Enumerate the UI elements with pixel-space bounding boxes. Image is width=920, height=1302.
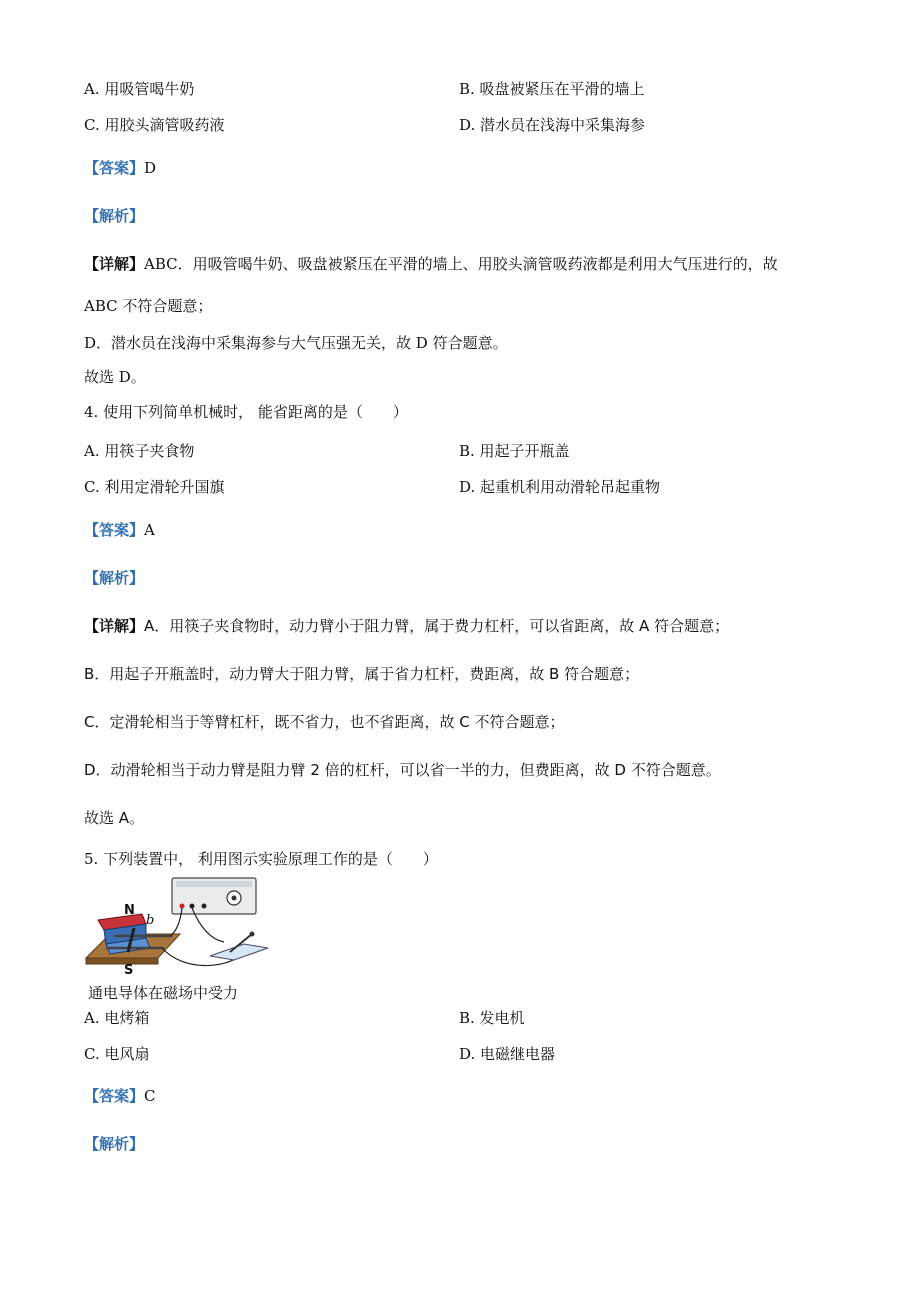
terminal-icon — [202, 904, 207, 909]
q4-conclusion: 故选 A。 — [84, 809, 145, 827]
answer-value: D — [144, 159, 157, 177]
q5-analysis-tag — [84, 1133, 144, 1155]
q4-option-a: A. 用筷子夹食物 — [84, 442, 195, 460]
q5-option-b: B. 发电机 — [459, 1009, 525, 1027]
label-n: N — [124, 903, 135, 918]
q5-answer-line — [84, 1085, 156, 1107]
label-b: b — [146, 913, 155, 928]
q3-detail-line-3: D．潜水员在浅海中采集海参与大气压强无关，故 D 符合题意。 — [84, 334, 508, 352]
q4-option-d: D. 起重机利用动滑轮吊起重物 — [459, 478, 661, 496]
answer-tag: 【答案】 — [84, 1087, 145, 1105]
detail-tag: 【详解】 — [84, 255, 145, 273]
answer-tag: 【答案】 — [84, 521, 145, 539]
q4-option-c: C. 利用定滑轮升国旗 — [84, 478, 225, 496]
q3-option-b: B. 吸盘被紧压在平滑的墙上 — [459, 80, 645, 98]
q4-question: 4. 使用下列简单机械时， 能省距离的是（ ） — [84, 403, 408, 421]
answer-value: C — [144, 1087, 156, 1105]
q4-option-b: B. 用起子开瓶盖 — [459, 442, 570, 460]
q5-option-a: A. 电烤箱 — [84, 1009, 150, 1027]
q5-option-c: C. 电风扇 — [84, 1045, 150, 1063]
q4-detail-line-3: C．定滑轮相当于等臂杠杆，既不省力，也不省距离，故 C 不符合题意； — [84, 713, 565, 731]
q4-answer-line — [84, 519, 155, 541]
analysis-tag: 【解析】 — [84, 207, 145, 225]
q3-conclusion: 故选 D。 — [84, 368, 146, 386]
switch-handle-icon — [250, 932, 255, 937]
terminal-negative-icon — [190, 904, 195, 909]
q3-option-d: D. 潜水员在浅海中采集海参 — [459, 116, 646, 134]
q5-question: 5. 下列装置中， 利用图示实验原理工作的是（ ） — [84, 850, 438, 868]
q3-option-a: A. 用吸管喝牛奶 — [84, 80, 195, 98]
switch-base — [210, 944, 268, 960]
wooden-base-side — [86, 958, 158, 964]
q3-detail-line-2: ABC 不符合题意； — [84, 297, 213, 315]
detail-text: ABC．用吸管喝牛奶、吸盘被紧压在平滑的墙上、用胶头滴管吸药液都是利用大气压进行的，故 — [144, 255, 778, 273]
analysis-tag: 【解析】 — [84, 569, 145, 587]
terminal-positive-icon — [180, 904, 185, 909]
knob-center — [232, 896, 237, 901]
detail-text: A．用筷子夹食物时，动力臂小于阻力臂，属于费力杠杆，可以省距离，故 A 符合题意； — [144, 617, 730, 635]
figure-caption: 通电导体在磁场中受力 — [88, 984, 239, 1002]
power-supply-label-strip — [176, 881, 252, 887]
detail-tag: 【详解】 — [84, 617, 145, 635]
q3-analysis-tag — [84, 205, 144, 227]
experiment-figure — [84, 876, 284, 984]
analysis-tag: 【解析】 — [84, 1135, 145, 1153]
q3-answer-line — [84, 157, 156, 179]
label-s: S — [124, 963, 134, 978]
q4-detail-line-2: B．用起子开瓶盖时，动力臂大于阻力臂，属于省力杠杆，费距离，故 B 符合题意； — [84, 665, 640, 683]
q4-analysis-tag — [84, 567, 144, 589]
answer-value: A — [144, 521, 155, 539]
q5-option-d: D. 电磁继电器 — [459, 1045, 556, 1063]
current-in-magnetic-field-diagram — [84, 876, 284, 980]
answer-tag: 【答案】 — [84, 159, 145, 177]
q4-detail-line-4: D．动滑轮相当于动力臂是阻力臂 2 倍的杠杆，可以省一半的力，但费距离，故 D 不符合题意。 — [84, 761, 721, 779]
q3-option-c: C. 用胶头滴管吸药液 — [84, 116, 225, 134]
q3-detail-line-1 — [84, 253, 778, 275]
q4-detail-line-1 — [84, 615, 729, 637]
